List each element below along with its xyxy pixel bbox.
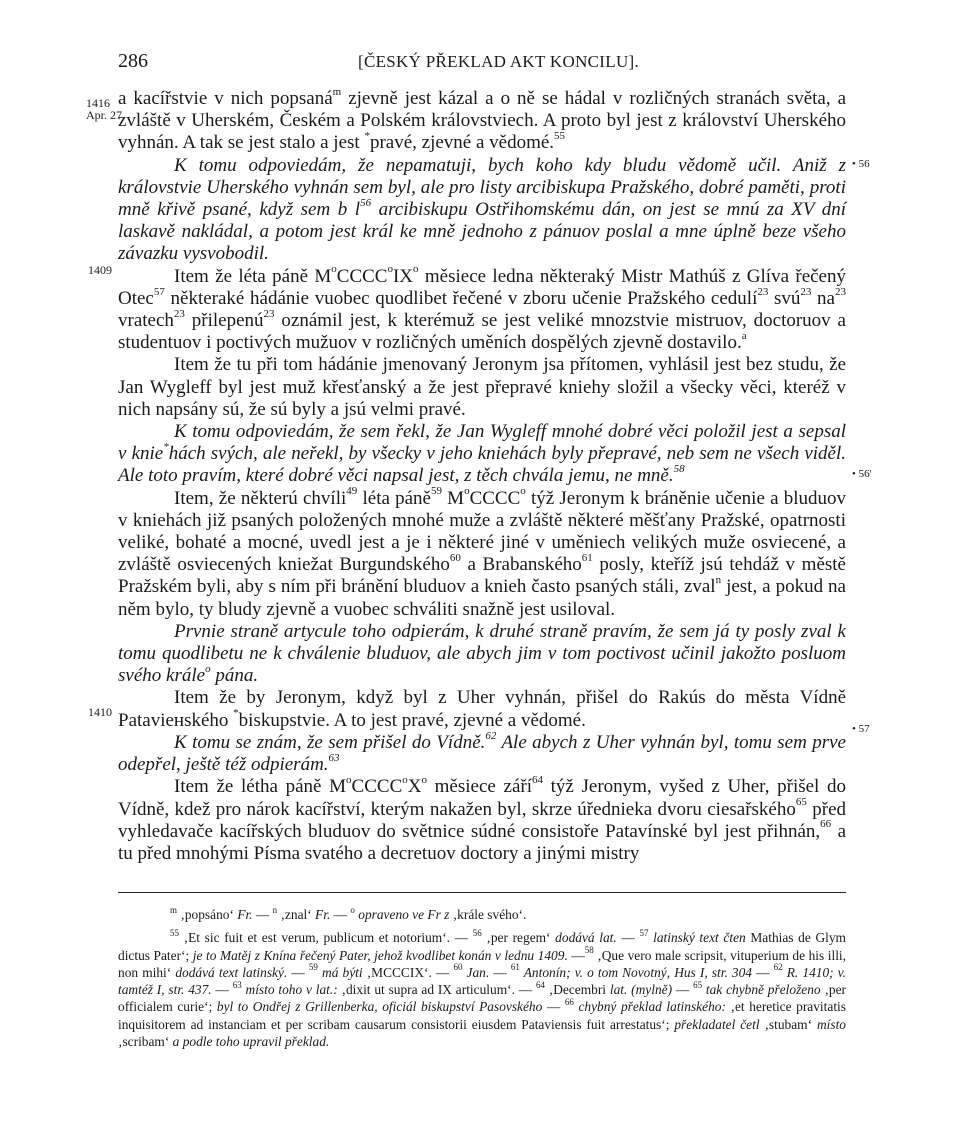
running-title: [ČESKÝ PŘEKLAD AKT KONCILU]. (358, 52, 640, 71)
article-paragraph: Item, že některú chvíli$^{49}$ léta páně$^{59}$ $M^oCCCC^o$ týž Jeronym k bráněnie učenie a bluduov v kniehách již psaných položených mnohé muže a zvláště některé měšťany Pražské, opatrnosti veliké, bohaté a mocné, uvedl jest a je i některé jiné v uměniech velikých muže osviecené, a zvláště osviecených kniežat Burgundského$^{60}$ a Brabanského$^{61}$ posly, kteříž jsú tehdáž v městě Pražském byli, aby s ním při bránění bluduov a knieh často psaných stáli, zval$^n$ jest, a pokud na něm bylo, ty bludy zjevně a vuobec schváliti snažně jest usiloval. (118, 485, 846, 620)
margin-day: Apr. 27 (86, 108, 122, 122)
margin-note-date (86, 96, 122, 122)
footnotes (118, 906, 846, 1050)
margin-year: 1416 (86, 96, 110, 110)
response-paragraph: Prvnie straně artycule toho odpierám, k druhé straně pravím, že sem já ty posly zval k tomu quodlibetu ne k chválenie bluduov, ale abych jim v tom poctivost učinil jakožto posluom svého králе$^o$ pána. (118, 620, 846, 687)
footnote-block: $^{55}$ ‚Et sic fuit et est verum, publicum et notorium‘. — $^{56}$ ‚per regem‘ dodává lat. — $^{57}$ latinský text čten Mathias de Glym dictus Pater‘; je to Matěj z Knína řečený Pater, jehož kvodlibet konán v lednu 1409. —$^{58}$ ‚Que vero male scripsit, vituperium de his illi, non mihi‘ dodává text latinský. — $^{59}$ má býti ‚MCCCIX‘. — $^{60}$ Jan. — $^{61}$ Antonín; v. o tom Novotný, Hus I, str. 304 — $^{62}$ R. 1410; v. tamtéž I, str. 437. — $^{63}$ místo toho v lat.: ‚dixit ut supra ad IX articulum‘. — $^{64}$ ‚Decembri lat. (mylně) — $^{65}$ tak chybně přeloženo ‚per officialem curie‘; byl to Ondřej z Grillenberka, oficiál biskupství Pasovského — $^{66}$ chybný překlad latinského: ‚et heretice pravitatis inquisitorem ad instanciam et per scribam causarum consistorii eiusdem Pataviensis fuit arrestatus‘; překladatel četl ‚stubam‘ místo ‚scribam‘ a podle toho upravil překlad. (118, 927, 847, 1050)
margin-folio-57: • 57 (852, 723, 870, 735)
article-paragraph: Item že tu při tom hádánie jmenovaný Jeronym jsa přítomen, vyhlásil jest bez studu, že Jan Wygleff byl jest muž křesťanský a že jest přepravé kniehy složil a všecky věci, kteréž v nich napsány sú, že sú byly a jsú velmi pravé. (118, 354, 846, 420)
footnote-divider (118, 892, 846, 893)
main-text (118, 85, 847, 865)
margin-folio-56-verso: • 56' (852, 468, 872, 480)
article-paragraph: Item že léthа páně $M^oCCCC^oX^o$ měsiece září$^{64}$ týž Jeronym, vyšed z Uher, přišel do Vídně, kdež pro nárok kacířství, kterým nakažen byl, skrze úřednieka dvoru ciesařského$^{65}$ před vyhledavače kacířských bluduov do světnice súdné consistoře Patavínské byl jest přihnán,$^{66}$ a tu před mnohými Písma svatého a decretuov doctory a jinými mistry (118, 773, 847, 864)
response-paragraph: K tomu odpoviedám, že sem řekl, že Jan Wygleff mnohé dobré věci položil jest a sepsal v knie*hách svých, ale neřekl, by všecky v jeho kniehách byly přepravé, neb sem ne všech viděl. Ale toto pravím, které dobré věci napsal jest, z těch chvála jemu, ne mně.$^{58}$ (118, 421, 847, 487)
article-paragraph: Item že by Jeronym, když byl z Uher vyhnán, přišel do Rakús do města Vídně Pataviенského *biskupstvie. A to jest pravé, zjevné a vědomé. (118, 687, 846, 731)
paragraph: a kacířstvie v nich popsaná$^m$ zjevně jest kázal a o ně se hádal v rozličných stranách světa, a zvláště v Uherském, Českém a Polském královstviech. A proto byl jest z království Uherského vyhnán. A tak se jest stalo a jest *pravé, zjevné a vědomé.$^{55}$ (118, 85, 846, 154)
article-paragraph: Item že léta páně $M^oCCCC^oIX^o$ měsiece ledna některaký Mistr Mathúš z Glíva řečený Otec$^{57}$ některaké hádánie vuobec quodlibet řečené v zboru učenie Pražského cedulí$^{23}$ svú$^{23}$ $na^{23}$ vratech$^{23}$ přilepenú$^{23}$ oznámil jest, k kterémuž se jest veliké mnozstvie mistruov, doctoruov a studentuov i poctivých mužuov v rozličných uměních dospělých zjevně dostavilo.$^a$ (118, 263, 846, 354)
margin-year-1410: 1410 (88, 705, 112, 719)
response-paragraph: K tomu se znám, že sem přišel do Vídně.$^{62}$ Ale abych z Uher vyhnán byl, tomu sem prve odepřel, ještě též odpierám.$^{63}$ (118, 729, 846, 776)
page-number: 286 (118, 50, 148, 72)
margin-year-1409: 1409 (88, 263, 112, 277)
footnote-line-letters: $^m$ ‚popsáno‘ Fr. — $^n$ ‚znal‘ Fr. — $^o$ opraveno ve Fr z ‚krále svého‘. (170, 904, 527, 922)
page-header (118, 50, 838, 76)
margin-folio-56: • 56 (852, 158, 870, 170)
response-paragraph: K tomu odpoviedám, že nepamatuji, bych koho kdy bludu vědomě učil. Aniž z královstvie Uherského vyhnán sem byl, ale pro listy arcibiskupa Pražského, dobré paměti, proti mně křivě psané, když sem b $l^{56}$ arcibiskupu Ostřihomskému dán, on jest se mnú za XV dní laskavě nakládal, a potom jest král ke mně jednoho z pánuov poslal a mne úplně beze všeho závazku vysvobodil. (118, 154, 846, 265)
